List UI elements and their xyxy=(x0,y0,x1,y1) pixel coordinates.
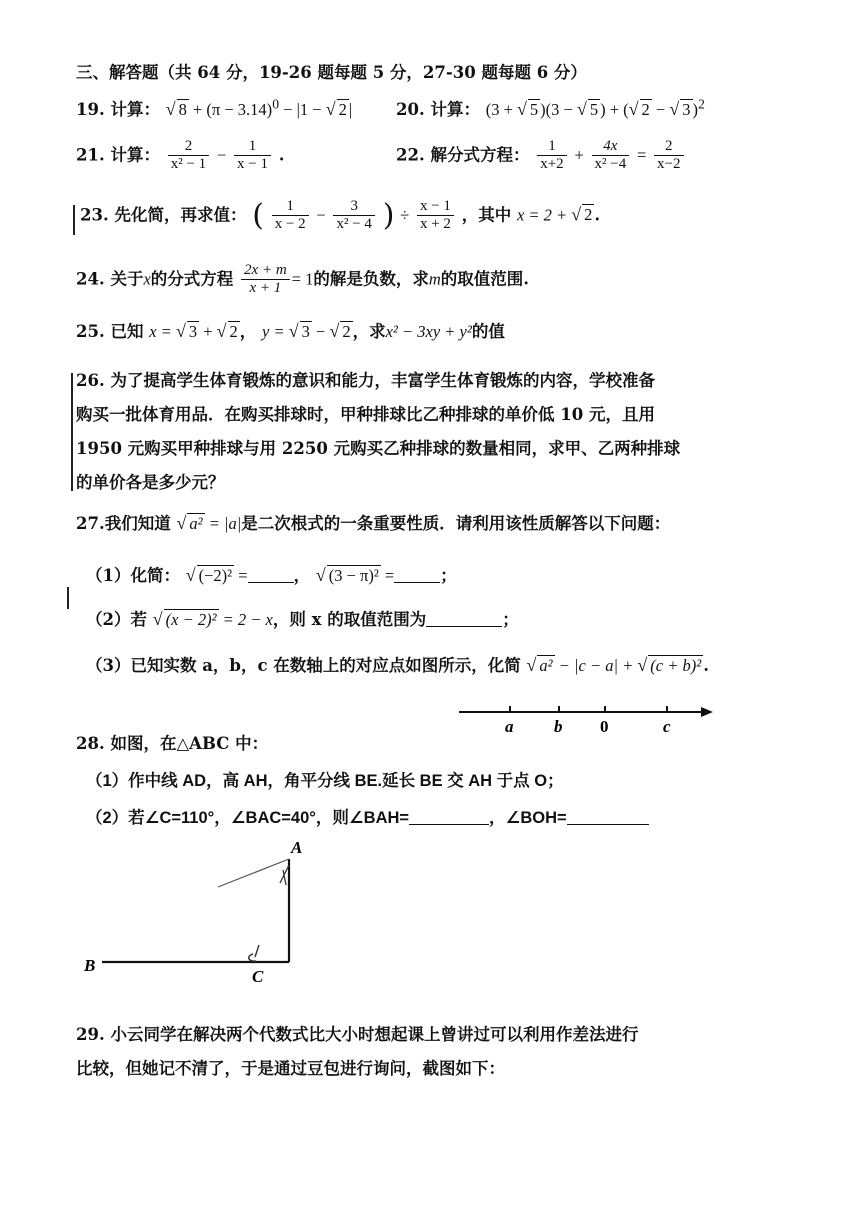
question-26 xyxy=(76,364,680,500)
question-number: 24. xyxy=(76,269,105,289)
question-27-part-2: （2）若 √ (x − 2)² = 2 − x，则 x 的取值范围为 ； xyxy=(86,609,519,629)
answer-blank[interactable] xyxy=(248,566,294,583)
question-label: 先化简，再求值： xyxy=(114,205,247,225)
question-28: 28. 如图，在△ABC 中： xyxy=(76,734,269,753)
question-28-part-2: （2）若∠C=110°，∠BAC=40°，则∠BAH= ，∠BOH= xyxy=(86,804,649,828)
q20-expression: (3 + √ 5 )(3 − √ 5 ) + (√ 2 − √ 3 )$^2$ xyxy=(485,96,705,119)
question-label: 计算： xyxy=(110,145,160,165)
vertex-A: A xyxy=(291,838,303,857)
left-margin-mark xyxy=(67,587,69,609)
label-c: c xyxy=(663,717,671,736)
answer-blank[interactable] xyxy=(394,566,440,583)
question-27: 27.我们知道 √ a² = |a|是二次根式的一条重要性质．请利用该性质解答以下问题： xyxy=(76,513,671,533)
question-label: 解分式方程： xyxy=(430,145,530,165)
question-27-part-1: （1）化简： √ (−2)² = ， √ (3 − π)² = ； xyxy=(86,565,457,585)
question-19 xyxy=(76,96,352,120)
label-a: a xyxy=(505,717,514,736)
question-number: 19. xyxy=(76,100,105,119)
question-23: 23. 先化简，再求值： ( $\frac{1}{x - 2}$ − $\frac{3}{\text{x² − 4}}$ ) ÷ $\frac{x - 1}{x + 2}$ ，其中 x = 2 + √ 2 . xyxy=(80,197,601,233)
question-25: 25. 已知 x = √ 3 + √ 2 ， y = √ 3 − √ 2 ，求x² − 3xy + y²的值 xyxy=(76,321,505,341)
vertex-C: C xyxy=(252,967,264,986)
question-29 xyxy=(76,1018,638,1086)
left-margin-mark xyxy=(73,205,75,235)
segment-AB-faint xyxy=(218,859,289,887)
label-b: b xyxy=(554,717,563,736)
question-24: 24. 关于x的分式方程 $\frac{2x + m}{x + 1}$ = 1的解是负数，求m的取值范围. xyxy=(76,262,530,297)
question-label: 计算： xyxy=(110,100,160,119)
question-20 xyxy=(396,96,705,120)
q26-line: 26. 为了提高学生体育锻炼的意识和能力，丰富学生体育锻炼的内容，学校准备 xyxy=(76,371,655,390)
fraction: $\frac{4x}{\text{x² −4}}$ xyxy=(592,138,630,174)
vertex-B: B xyxy=(84,956,96,975)
section-title: 三、解答题（共 64 分，19-26 题每题 5 分，27-30 题每题 6 分） xyxy=(76,63,587,82)
answer-blank[interactable] xyxy=(426,610,502,627)
fraction: $\frac{1}{x - 2}$ xyxy=(272,198,309,234)
label-0: 0 xyxy=(600,717,609,736)
question-label: 计算： xyxy=(430,100,480,119)
number-line xyxy=(455,700,725,740)
q26-line: 1950 元购买甲种排球与用 2250 元购买乙种排球的数量相同，求甲、乙两种排球 xyxy=(76,439,681,458)
question-number: 25. xyxy=(76,322,105,341)
q26-line: 的单价各是多少元？ xyxy=(76,473,225,492)
question-22: 22. 解分式方程： $\frac{1}{x+2}$ + $\frac{4x}{\text{x² −4}}$ = $\frac{2}{x-2}$ xyxy=(396,138,686,174)
question-number: 22. xyxy=(396,145,425,165)
question-28-part-1: （1）作中线 AD，高 AH，角平分线 BE.延长 BE 交 AH 于点 O； xyxy=(86,772,564,790)
triangle-figure xyxy=(80,835,320,990)
question-27-part-3: （3）已知实数 a，b，c 在数轴上的对应点如图所示，化简 √ a² − |c − a| + √ (c + b)² . xyxy=(86,655,709,675)
fraction: $\frac{2}{x-2}$ xyxy=(654,138,683,174)
question-number: 27. xyxy=(76,514,105,533)
left-margin-mark xyxy=(71,373,73,491)
q29-line: 比较，但她记不清了，于是通过豆包进行询问，截图如下： xyxy=(76,1059,505,1078)
fraction: $\frac{1}{x+2}$ xyxy=(537,138,566,174)
fraction: $\frac{3}{\text{x² − 4}}$ xyxy=(333,198,374,234)
question-number: 23. xyxy=(80,205,109,225)
fraction: $\frac{1}{x - 1}$ xyxy=(234,138,271,174)
answer-blank[interactable] xyxy=(409,808,489,825)
question-number: 20. xyxy=(396,100,425,119)
pencil-mark-c xyxy=(255,945,259,957)
fraction: $\frac{x - 1}{x + 2}$ xyxy=(417,198,454,234)
q29-line: 29. 小云同学在解决两个代数式比大小时想起课上曾讲过可以利用作差法进行 xyxy=(76,1025,639,1044)
pencil-marks xyxy=(280,865,289,885)
fraction: $\frac{2}{\text{x² − 1}}$ xyxy=(168,138,209,174)
question-number: 28. xyxy=(76,734,105,753)
question-number: 21. xyxy=(76,145,105,165)
answer-blank[interactable] xyxy=(567,808,649,825)
question-21: 21. 计算： $\frac{2}{\text{x² − 1}}$ − $\frac{1}{x - 1}$ . xyxy=(76,138,285,173)
q26-line: 购买一批体育用品．在购买排球时，甲种排球比乙种排球的单价低 10 元，且用 xyxy=(76,405,655,424)
fraction: $\frac{2x + m}{x + 1}$ xyxy=(241,262,290,298)
q19-expression: √ $8 + (\pi - 3.14)^0 - |1$ − √ 2 | xyxy=(165,96,353,119)
